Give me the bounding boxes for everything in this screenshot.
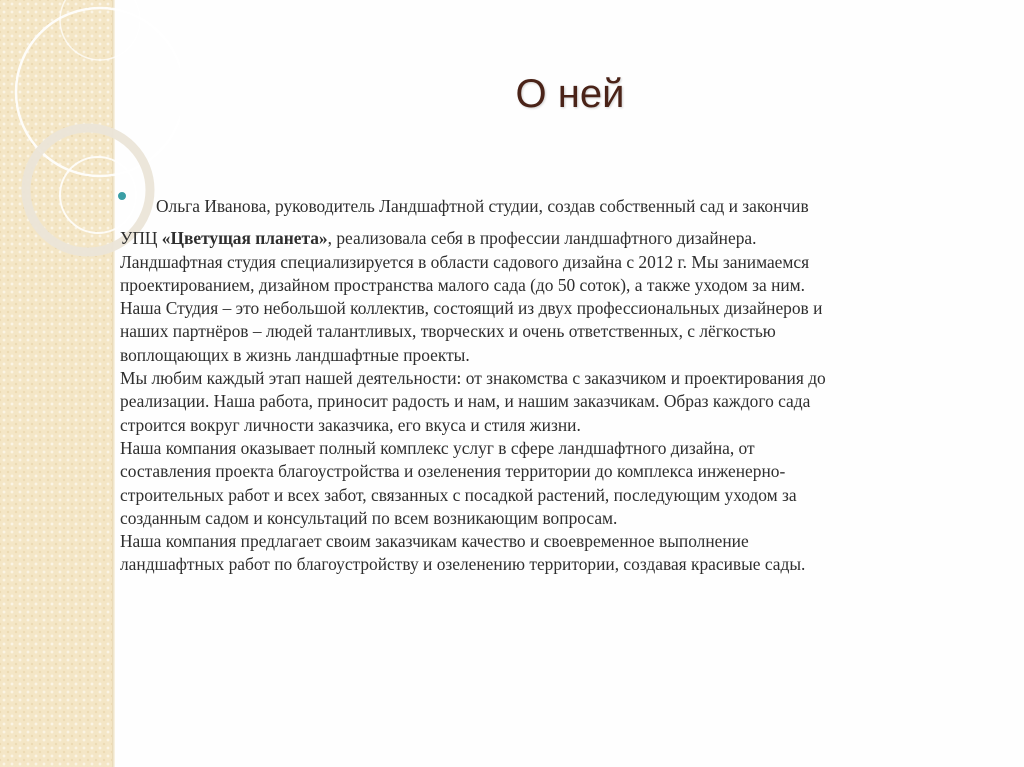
paragraph-line: Наша Студия – это небольшой коллектив, состоящий из двух профессиональных дизайнеров и <box>120 298 823 319</box>
paragraph-line: составления проекта благоустройства и озеленения территории до комплекса инженерно- <box>120 461 786 482</box>
studio-name: «Цветущая планета» <box>161 228 328 249</box>
paragraph-line: строительных работ и всех забот, связанных с посадкой растений, последующим уходом за <box>120 484 797 505</box>
paragraph-line: Наша компания оказывает полный комплекс услуг в сфере ландшафтного дизайна, от <box>120 437 755 458</box>
paragraph-line: воплощающих в жизнь ландшафтные проекты. <box>120 344 470 365</box>
decorative-side-panel <box>0 0 112 767</box>
studio-prefix: УПЦ <box>120 228 162 249</box>
paragraph-line: ландшафтных работ по благоустройству и озеленению территории, создавая красивые сады. <box>120 554 806 575</box>
paragraph-line: строится вокруг личности заказчика, его вкуса и стиля жизни. <box>120 414 581 435</box>
paragraph-line: созданным садом и консультаций по всем возникающим вопросам. <box>120 507 618 528</box>
paragraph-line: Наша компания предлагает своим заказчикам качество и своевременное выполнение <box>120 531 749 552</box>
paragraph-line: наших партнёров – людей талантливых, творческих и очень ответственных, с лёгкостью <box>120 321 776 342</box>
intro-line: Ольга Иванова, руководитель Ландшафтной студии, создав собственный сад и закончив <box>156 196 809 216</box>
paragraph-line: Мы любим каждый этап нашей деятельности: от знакомства с заказчиком и проектирования до <box>120 368 826 389</box>
studio-suffix: , реализовала себя в профессии ландшафтного дизайнера. <box>327 228 757 249</box>
panel-divider <box>112 0 115 767</box>
studio-line <box>120 227 920 250</box>
slide-title: О ней <box>515 72 625 116</box>
paragraph-line: реализации. Наша работа, приносит радость и нам, и нашим заказчикам. Образ каждого сада <box>120 391 811 412</box>
paragraph-line: Ландшафтная студия специализируется в области садового дизайна с 2012 г. Мы занимаемся <box>120 251 810 272</box>
body-text <box>120 195 920 577</box>
paragraph-line: проектированием, дизайном пространства малого сада (до 50 соток), а также уходом за ним. <box>120 274 806 295</box>
